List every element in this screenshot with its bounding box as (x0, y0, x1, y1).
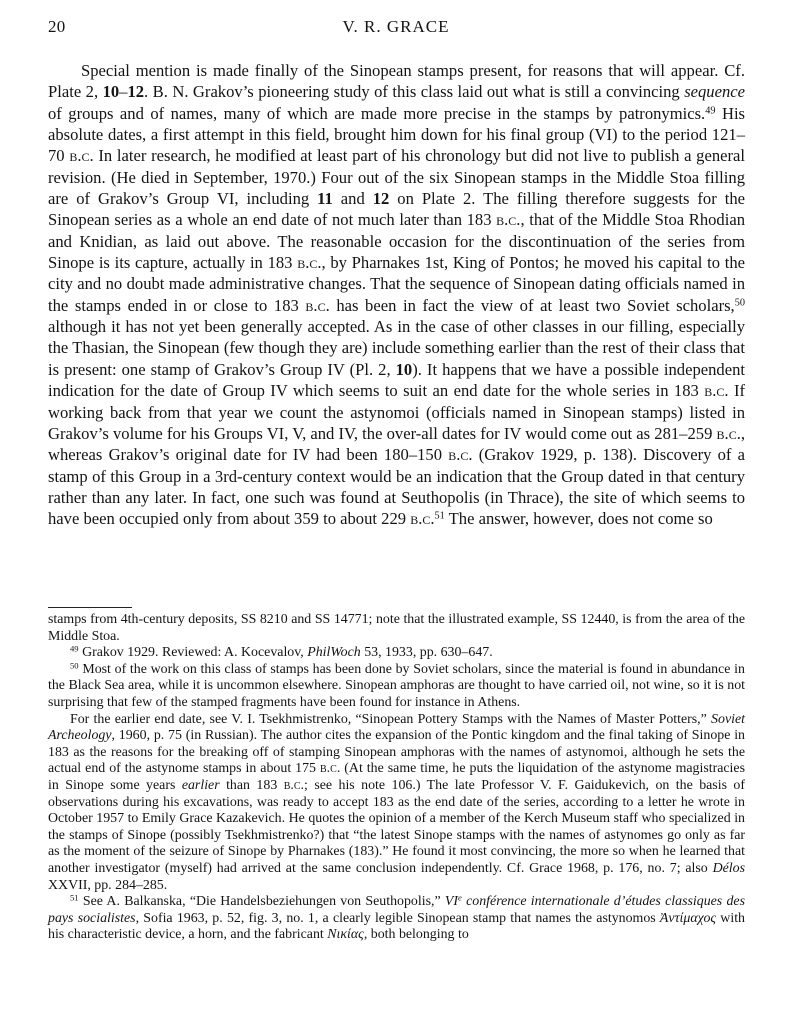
plate-ref: 12 (372, 189, 390, 209)
italic-text: conférence internationale d’études classiques des pays socialistes (48, 894, 745, 926)
text-run: , Sofia 1963, p. 52, fig. 3, no. 1, a clearly legible Sinopean stamp that names the astynomos (135, 910, 660, 926)
italic-text: Délos (712, 860, 745, 876)
era-abbr: b.c. (69, 146, 94, 166)
text-run: See A. Balkanska, “Die Handelsbeziehungen von Seuthopolis,” (78, 894, 445, 910)
text-run: (Grakov 1929, p. 138). Discovery of a stamp of this Group in a 3rd-century context would be an indication that the Group dated in that century rather than any later. In fact, one such was found at Seuthopolis (in Thrace), the site of which seems to have been occupied only from about 359 to about 229 (48, 445, 745, 529)
italic-text: Νικίας (327, 927, 364, 943)
text-run: stamps from 4th-century deposits, SS 8210 and SS 14771; note that the illustrated example, SS 12440, is from the area of the Middle Stoa. (48, 612, 745, 644)
text-run: and (332, 189, 373, 209)
era-abbr: b.c. (305, 295, 330, 315)
text-run: that of the Middle Stoa Rhodian and Knidian, as laid out above. The reasonable occasion for the discontinuation of the series from Sinope is its capture, actually in 183 (48, 210, 745, 273)
text-run: has been in fact the view of at least two Soviet scholars, (329, 295, 735, 315)
main-paragraph (48, 60, 745, 530)
footnote-ref: 51 (434, 510, 445, 522)
era-abbr: b.c., (716, 423, 745, 443)
text-run: of groups and of names, many of which are made more precise in the stamps by patronymics. (48, 103, 706, 123)
era-abbr: b.c. (704, 381, 729, 401)
footnote-ref: 49 (70, 643, 79, 654)
plate-ref: 12 (127, 82, 145, 102)
text-run: by Pharnakes 1st, King of Pontos; he moved his capital to the city and no doubt made administrative changes. That the sequence of Sinopean dating officials named in the stamps ended in or close to 183 (48, 253, 745, 315)
era-abbr: b.c., (297, 253, 326, 273)
text-run: (At the same time, he puts the liquidation of the astynome magistracies in Sinope some years (48, 761, 745, 793)
plate-ref: 10 (395, 359, 413, 379)
text-run: Grakov 1929. Reviewed: A. Kocevalov, (78, 645, 308, 661)
plate-ref: 11 (317, 189, 333, 209)
text-run: If working back from that year we count the astynomoi (officials named in Sinopean stamps) listed in Grakov’s volume for his Groups VI, V, and IV, the over-all dates for IV would come out as 281–259 (48, 381, 745, 443)
plate-ref: 10 (102, 82, 120, 102)
page-number: 20 (48, 17, 66, 36)
text-run: see his note 106.) The late Professor V. F. Gaidukevich, on the basis of observations during his excavations, was ready to accept 183 as the end date of the series, according to a letter he wrote in October 1957 to Emily Grace Kazakevich. He quotes the opinion of a member of the Kerch Museum staff who specialized in the stamps of Sinope (possibly Tsekhmistrenko?) that “the latest Sinope stamps with the names of astynomes go only as far as the moment of the seizure of Sinope by Pharnakes (183).” He found it most convincing, the more so when he learned that another investigator (myself) had arrived at the same conclusion independently. Cf. Grace 1968, p. 176, no. 7; also (48, 777, 745, 876)
text-run: Special mention is made finally of the Sinopean stamps present, for reasons that will appear. Cf. Plate 2, (48, 61, 745, 102)
text-run: In later research, he modified at least part of his chronology but did not live to publish a general revision. (He died in September, 1970.) Four out of the six Sinopean stamps in the Middle Stoa filling are of Grakov’s Group VI, including (48, 146, 746, 209)
italic-text: VI (444, 894, 459, 910)
text-run: , both belonging to (363, 927, 469, 943)
italic-text: Ἀντίμαχος (659, 910, 717, 926)
text-run: XXVII, pp. 284–285. (48, 877, 168, 893)
running-head: V. R. GRACE (342, 17, 450, 36)
text-run: with his characteristic device, a horn, and the fabricant (48, 910, 745, 943)
era-abbr: b.c. (410, 509, 435, 529)
footnote-ref: 50 (70, 660, 79, 671)
text-run: Most of the work on this class of stamps has been done by Soviet scholars, since the material is found in abundance in the Black Sea area, while it is uncommon elsewhere. Sinopean amphoras are thought to have carried oil, not wine, so it is not surprising that few of the stamped fragments have been found for instance in Athens. (48, 661, 745, 710)
text-run: – (119, 82, 128, 102)
era-abbr: b.c. (320, 761, 341, 777)
text-run: 53, 1933, pp. 630–647. (360, 645, 493, 661)
italic-text: PhilWoch (307, 645, 361, 661)
text-run: . B. N. Grakov’s pioneering study of this class laid out what is still a convincing (144, 82, 685, 102)
era-abbr: b.c. (448, 445, 473, 465)
footnote-ref: 49 (705, 105, 716, 117)
footnote (48, 662, 745, 712)
italic-text: Soviet Archeology (48, 711, 745, 744)
footnote (48, 612, 745, 645)
text-run: The answer, however, does not come so (444, 509, 713, 529)
footnote-ref: 50 (734, 297, 745, 309)
main-text (48, 60, 745, 530)
text-run: on Plate 2. The filling therefore suggests for the Sinopean series as a whole an end date of not much later than 183 (48, 189, 745, 230)
superscript: e (458, 892, 462, 903)
text-run: His absolute dates, a first attempt in this field, brought him down for his final group (VI) to the period 121–70 (48, 103, 746, 166)
era-abbr: b.c., (496, 210, 525, 230)
text-run: For the earlier end date, see V. I. Tsekhmistrenko, “Sinopean Pottery Stamps with the Names of Master Potters,” (70, 711, 712, 727)
text-run: than 183 (219, 777, 284, 793)
era-abbr: b.c.; (283, 777, 308, 793)
text-run: , 1960, p. 75 (in Russian). The author cites the expansion of the Pontic kingdom and the final taking of Sinope in 183 as the reasons for the breaking off of stamping Sinopean amphoras with the names of astynomoi, although he sets the actual end of the astynome stamps in about 175 (48, 728, 745, 777)
footnote (48, 645, 745, 662)
footnote-ref: 51 (70, 892, 79, 903)
text-run: although it has not yet been generally accepted. As in the case of other classes in our filling, especially the Thasian, the Sinopean (few though they are) include something earlier than the rest of their class that is present: one stamp of Grakov’s Group IV (Pl. 2, (48, 317, 745, 379)
page-header (48, 14, 744, 40)
text-run: whereas Grakov’s original date for IV had been 180–150 (48, 445, 449, 465)
italic-text: sequence (684, 82, 745, 102)
footnote (48, 712, 745, 895)
footnote-rule (48, 607, 132, 608)
footnote (48, 894, 745, 944)
footnotes (48, 612, 745, 944)
italic-text: earlier (181, 777, 220, 793)
text-run: ). It happens that we have a possible independent indication for the date of Group IV which seems to suit an end date for the whole series in 183 (48, 359, 745, 401)
